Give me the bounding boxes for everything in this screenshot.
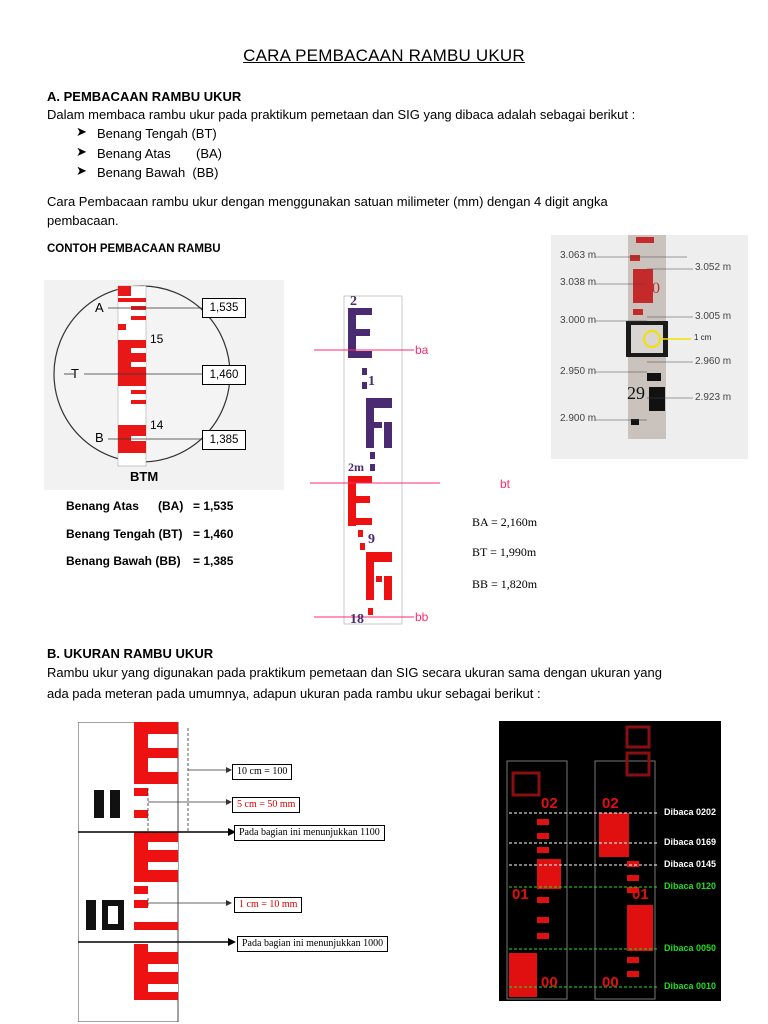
dark-staff-number: 00 <box>602 974 619 991</box>
photo-label: 3.052 m <box>695 262 732 273</box>
staff-value-bt: BT = 1,990m <box>472 545 537 559</box>
section-a-intro: Dalam membaca rambu ukur pada praktikum pemetaan dan SIG yang dibaca adalah sebagai berikut : <box>47 107 636 122</box>
section-b-line: Rambu ukur yang digunakan pada praktikum pemetaan dan SIG secara ukuran sama dengan ukuran yang <box>47 665 662 680</box>
photo-label: 3.038 m <box>560 277 597 288</box>
staff-label-bb: bb <box>415 610 429 624</box>
dark-reading-label: Dibaca 0120 <box>664 881 717 891</box>
dark-staff-number: 00 <box>541 974 558 991</box>
reading-box-b: 1,385 <box>202 430 246 450</box>
photo-staff-number: 30 <box>644 280 660 297</box>
reading-ba-value: = 1,535 <box>193 499 234 513</box>
photo-label: 2.950 m <box>560 366 597 377</box>
para-line: pembacaan. <box>47 213 119 228</box>
photo-label: 3.063 m <box>560 250 597 261</box>
reading-box-t: 1,460 <box>202 365 246 385</box>
photo-cm-label: 1 cm <box>694 333 712 342</box>
photo-label: 2.960 m <box>695 356 732 367</box>
photo-staff-number: 29 <box>627 383 645 403</box>
scale-box: 10 cm = 100 <box>232 764 292 780</box>
section-a-heading: A. PEMBACAAN RAMBU UKUR <box>47 89 242 104</box>
example-heading: CONTOH PEMBACAAN RAMBU <box>47 243 221 255</box>
scale-box: Pada bagian ini menunjukkan 1100 <box>234 825 385 841</box>
staff-label-bt: bt <box>500 477 511 491</box>
bullet-arrow-icon: ➤ <box>76 144 87 159</box>
dark-reading-label: Dibaca 0010 <box>664 981 717 991</box>
bullet-item: Benang Atas <box>97 146 171 161</box>
reading-box-a: 1,535 <box>202 298 246 318</box>
staff-digit: 9 <box>368 532 375 547</box>
reading-ba-label: Benang Atas <box>66 499 139 513</box>
reading-bt-value: = 1,460 <box>193 527 234 541</box>
staff-number: 14 <box>150 418 164 432</box>
dark-staff-number: 02 <box>541 795 558 812</box>
reading-bb-label: Benang Bawah (BB) <box>66 554 181 568</box>
section-b-line: ada pada meteran pada umumnya, adapun ukuran pada rambu ukur sebagai berikut : <box>47 686 541 701</box>
dark-reading-label: Dibaca 0169 <box>664 837 717 847</box>
para-line: Cara Pembacaan rambu ukur dengan menggunakan satuan milimeter (mm) dengan 4 digit angka <box>47 194 608 209</box>
dark-staff-number: 01 <box>512 886 529 903</box>
dark-reading-label: Dibaca 0202 <box>664 807 717 817</box>
staff-digit: 18 <box>350 612 364 627</box>
staff-number: 15 <box>150 332 164 346</box>
staff-digit: 1 <box>368 374 375 389</box>
label-a: A <box>95 300 104 315</box>
label-b: B <box>95 430 104 445</box>
photo-label: 3.000 m <box>560 315 597 326</box>
telescope-view-figure <box>44 280 284 490</box>
staff-value-ba: BA = 2,160m <box>472 515 538 529</box>
dark-reading-label: Dibaca 0050 <box>664 943 717 953</box>
figure-caption: BTM <box>130 469 159 484</box>
reading-bt-label: Benang Tengah (BT) <box>66 527 183 541</box>
bullet-item: Benang Tengah (BT) <box>97 126 217 141</box>
label-t: T <box>71 366 79 381</box>
scale-box: 5 cm = 50 mm <box>232 797 300 813</box>
photo-label: 2.923 m <box>695 392 732 403</box>
staff-label-ba: ba <box>415 343 429 357</box>
leveling-staff-figure <box>310 290 440 630</box>
scale-box: Pada bagian ini menunjukkan 1000 <box>237 936 388 952</box>
reading-ba-abbr: (BA) <box>158 499 184 513</box>
photo-label: 3.005 m <box>695 311 732 322</box>
bullet-arrow-icon: ➤ <box>76 124 87 139</box>
dark-staff-number: 02 <box>602 795 619 812</box>
bullet-item-abbr: (BA) <box>196 146 222 161</box>
reading-bb-value: = 1,385 <box>193 554 234 568</box>
staff-digit: 2m <box>348 460 364 474</box>
scale-box: 1 cm = 10 mm <box>234 897 302 913</box>
dark-staff-number: 01 <box>632 886 649 903</box>
bullet-arrow-icon: ➤ <box>76 163 87 178</box>
section-b-heading: B. UKURAN RAMBU UKUR <box>47 646 214 661</box>
photo-label: 2.900 m <box>560 413 597 424</box>
page-title: CARA PEMBACAAN RAMBU UKUR <box>243 46 525 65</box>
staff-value-bb: BB = 1,820m <box>472 577 538 591</box>
staff-digit: 2 <box>350 294 357 309</box>
bullet-item: Benang Bawah (BB) <box>97 165 219 180</box>
dark-reading-label: Dibaca 0145 <box>664 859 717 869</box>
